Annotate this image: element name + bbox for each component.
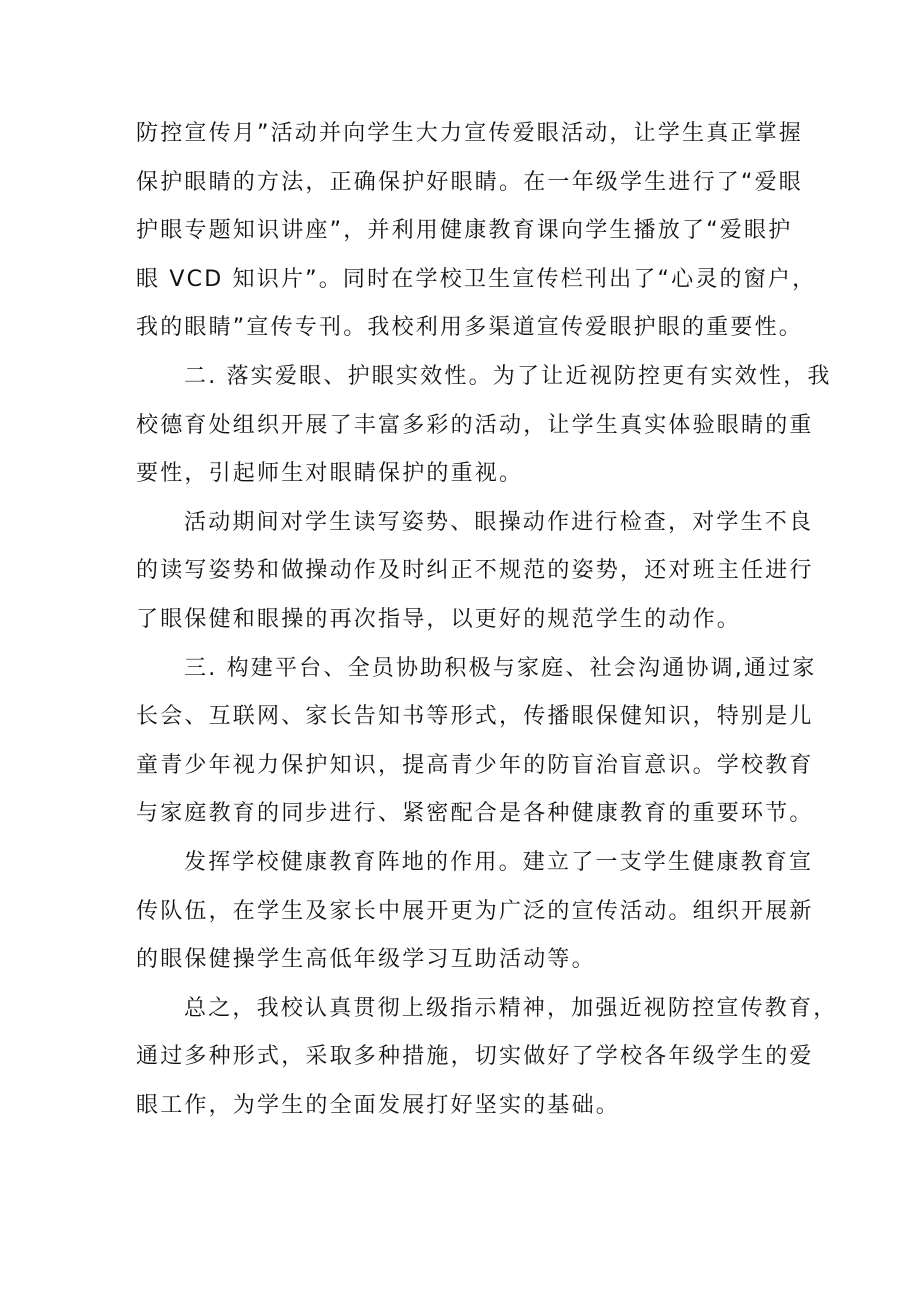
paragraph-start-line: 活动期间对学生读写姿势、眼操动作进行检查，对学生不良 <box>184 509 814 535</box>
text-line: 长会、互联网、家长告知书等形式，传播眼保健知识，特别是儿 <box>136 704 814 730</box>
text-line: 与家庭教育的同步进行、紧密配合是各种健康教育的重要环节。 <box>136 801 814 827</box>
paragraph-start-line: 二. 落实爱眼、护眼实效性。为了让近视防控更有实效性，我 <box>184 363 832 389</box>
text-line: 通过多种形式，采取多种措施，切实做好了学校各年级学生的爱 <box>136 1044 814 1070</box>
text-line: 的读写姿势和做操动作及时纠正不规范的姿势，还对班主任进行 <box>136 558 814 584</box>
text-line: 要性，引起师生对眼睛保护的重视。 <box>136 461 524 487</box>
text-line: 的眼保健操学生高低年级学习互助活动等。 <box>136 947 596 973</box>
text-line: 防控宣传月”活动并向学生大力宣传爱眼活动，让学生真正掌握 <box>136 121 803 146</box>
text-line: 眼 VCD 知识片”。同时在学校卫生宣传栏刊出了“心灵的窗户， <box>136 266 817 292</box>
text-line: 保护眼睛的方法，正确保护好眼睛。在一年级学生进行了“爱眼 <box>136 169 803 195</box>
text-line: 传队伍，在学生及家长中展开更为广泛的宣传活动。组织开展新 <box>136 898 814 924</box>
paragraph-start-line: 发挥学校健康教育阵地的作用。建立了一支学生健康教育宣 <box>184 849 814 875</box>
text-line: 我的眼睛”宣传专刊。我校利用多渠道宣传爱眼护眼的重要性。 <box>136 315 803 341</box>
paragraph-start-line: 总之，我校认真贯彻上级指示精神，加强近视防控宣传教育， <box>184 995 838 1021</box>
text-line: 了眼保健和眼操的再次指导，以更好的规范学生的动作。 <box>136 606 742 632</box>
text-line: 眼工作，为学生的全面发展打好坚实的基础。 <box>136 1092 621 1118</box>
text-line: 童青少年视力保护知识，提高青少年的防盲治盲意识。学校教育 <box>136 752 814 778</box>
document-body <box>136 110 838 1130</box>
text-line: 校德育处组织开展了丰富多彩的活动，让学生真实体验眼睛的重 <box>136 412 814 438</box>
text-line: 护眼专题知识讲座”，并利用健康教育课向学生播放了“爱眼护 <box>136 218 793 244</box>
paragraph-start-line: 三. 构建平台、全员协助积极与家庭、社会沟通协调,通过家 <box>184 655 817 681</box>
